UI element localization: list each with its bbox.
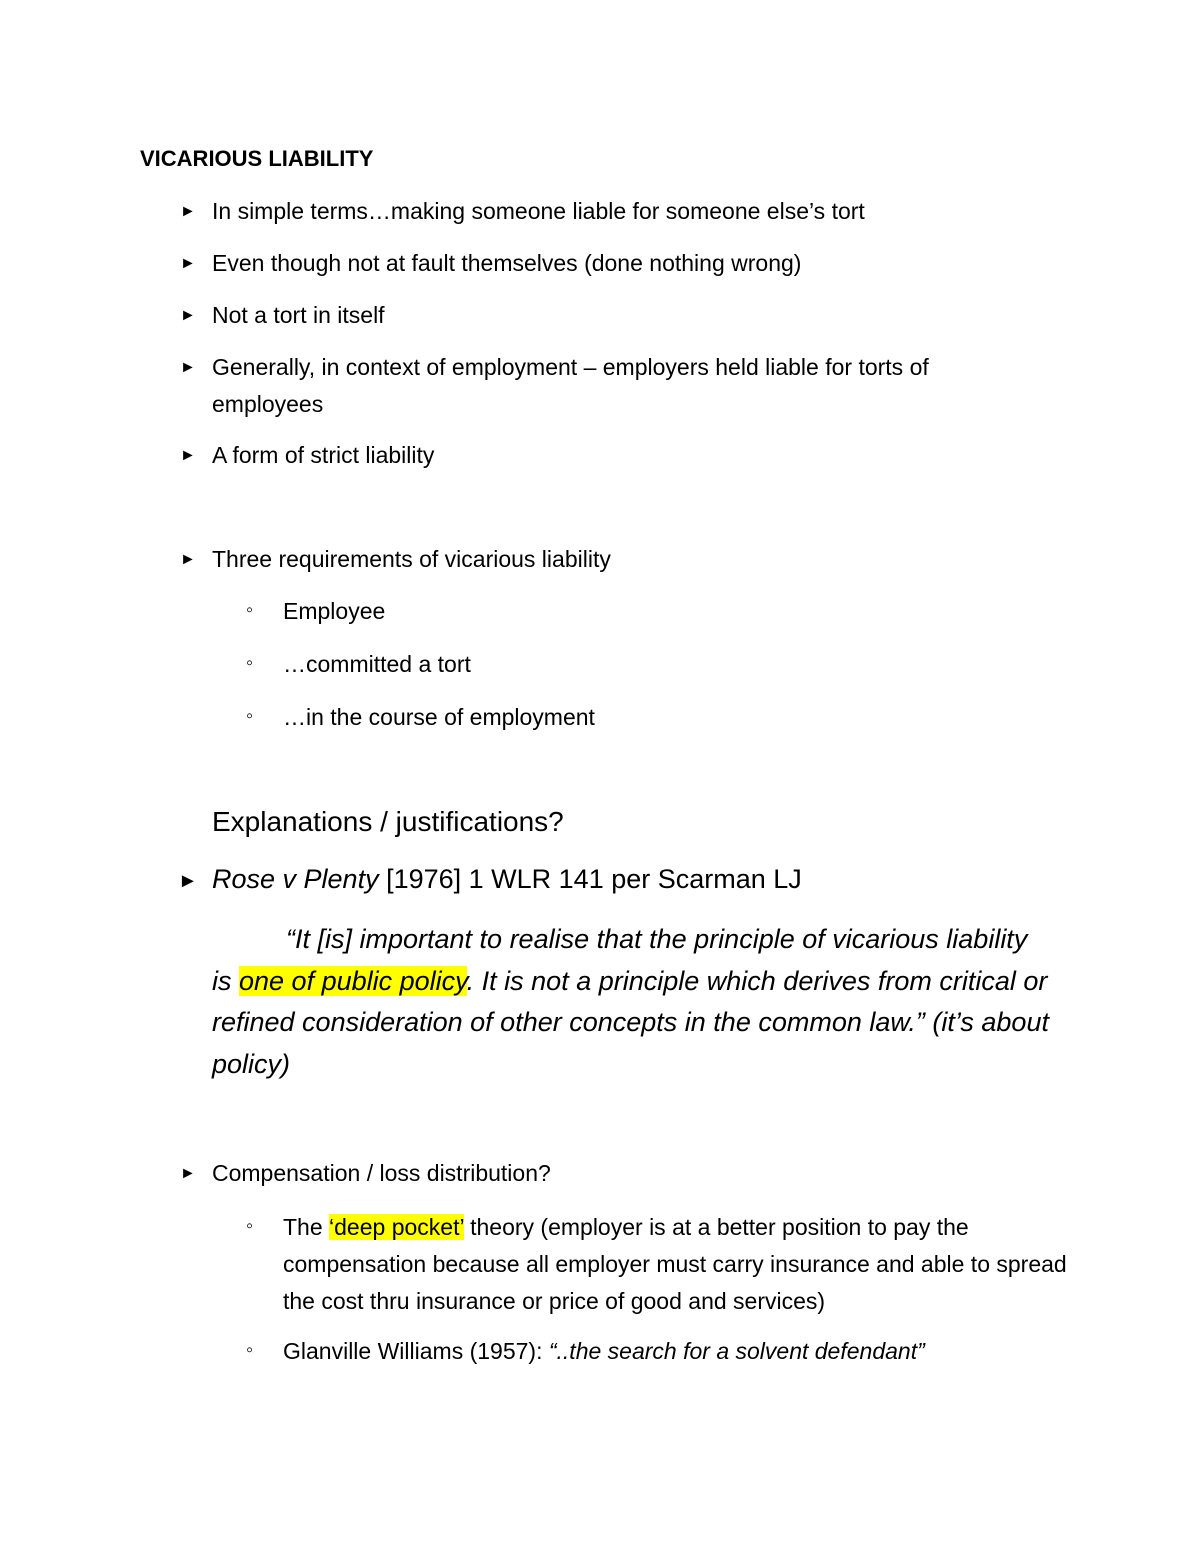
case-reference: [1976] 1 WLR 141 per Scarman LJ bbox=[378, 864, 802, 894]
circle-bullet-icon: ◦ bbox=[246, 599, 254, 621]
intro-bullet-5: A form of strict liability bbox=[212, 442, 435, 468]
intro-bullet-3: Not a tort in itself bbox=[212, 302, 385, 328]
compensation-item-1 bbox=[283, 1209, 1073, 1320]
glanville-williams-ref: Glanville Williams (1957): bbox=[283, 1338, 549, 1364]
compensation-item-2 bbox=[283, 1333, 925, 1370]
circle-bullet-icon: ◦ bbox=[246, 1215, 254, 1237]
case-citation bbox=[212, 864, 802, 895]
deep-pocket-text: theory (employer is at a better position to pay the compensation because all employer must carry insurance and able to spread the cost thru insurance or price of good and services) bbox=[283, 1214, 1067, 1314]
page-title: VICARIOUS LIABILITY bbox=[140, 146, 374, 171]
glanville-williams-quote: “..the search for a solvent defendant” bbox=[548, 1338, 925, 1364]
arrow-bullet-icon: ► bbox=[180, 447, 196, 464]
arrow-bullet-icon: ► bbox=[180, 203, 196, 220]
arrow-bullet-icon: ► bbox=[180, 1165, 196, 1182]
arrow-bullet-icon: ► bbox=[180, 551, 196, 568]
intro-bullet-4: Generally, in context of employment – employers held liable for torts of employees bbox=[212, 354, 929, 417]
quote-text-end: . It is not a principle which derives from critical or refined consideration of other concepts in the common law.” (it’s about policy) bbox=[212, 965, 1049, 1079]
compensation-heading: Compensation / loss distribution? bbox=[212, 1160, 551, 1186]
explanations-heading: Explanations / justifications? bbox=[212, 806, 564, 837]
arrow-bullet-icon: ► bbox=[180, 359, 196, 376]
circle-bullet-icon: ◦ bbox=[246, 705, 254, 727]
case-name: Rose v Plenty bbox=[212, 864, 379, 894]
arrow-bullet-icon: ► bbox=[180, 307, 196, 324]
arrow-bullet-icon: ► bbox=[178, 870, 198, 892]
requirement-item-2: …committed a tort bbox=[283, 651, 471, 677]
deep-pocket-highlight: ‘deep pocket’ bbox=[329, 1214, 464, 1240]
case-quote bbox=[212, 919, 1052, 1085]
quote-text-start: “It [is] important to realise that the principle of vicarious liability is bbox=[212, 924, 1028, 996]
requirement-item-3: …in the course of employment bbox=[283, 704, 595, 730]
requirement-item-1: Employee bbox=[283, 598, 386, 624]
circle-bullet-icon: ◦ bbox=[246, 1339, 254, 1361]
intro-bullet-1: In simple terms…making someone liable for someone else’s tort bbox=[212, 198, 865, 224]
circle-bullet-icon: ◦ bbox=[246, 652, 254, 674]
quote-highlight: one of public policy bbox=[239, 965, 467, 996]
arrow-bullet-icon: ► bbox=[180, 255, 196, 272]
requirements-heading: Three requirements of vicarious liability bbox=[212, 546, 611, 572]
intro-bullet-2: Even though not at fault themselves (done nothing wrong) bbox=[212, 250, 802, 276]
deep-pocket-prefix: The bbox=[283, 1214, 330, 1240]
